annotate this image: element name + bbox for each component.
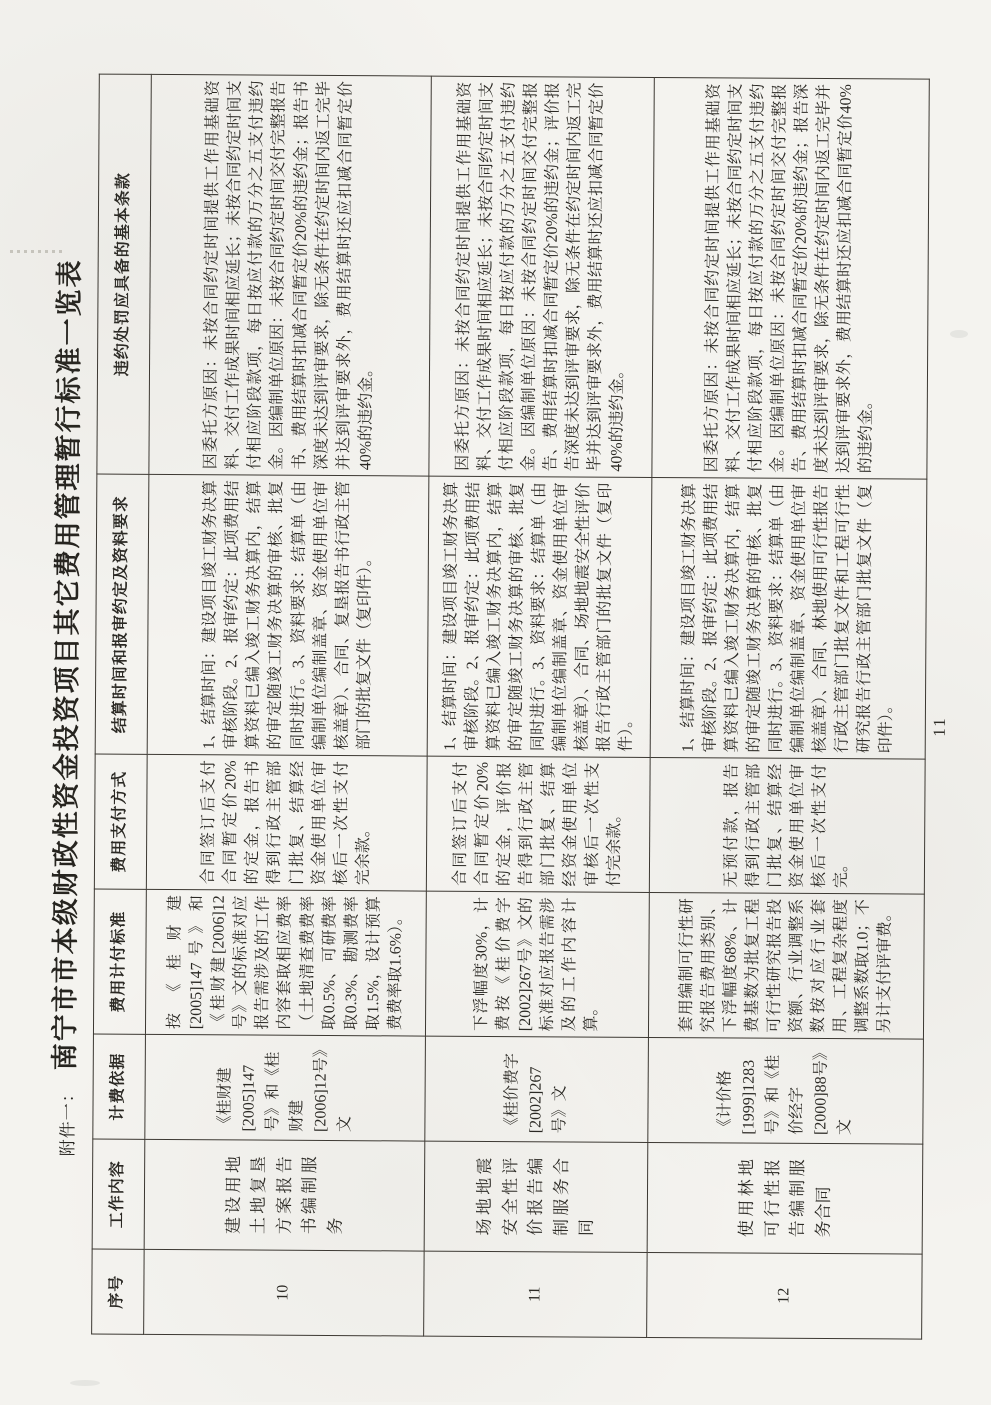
table-header-row [92, 74, 152, 1334]
header-payment-method: 费用支付方式 [94, 754, 147, 889]
cell-12-settlement: 1、结算时间：建设项目竣工财务决算审核阶段。2、报审约定：此项费用结算资料已编入竣工财务决算内，结算的审定随竣工财务决算的审核、批复同时进行。3、资料要求：结算单（由编制单位编制盖章、资金使用单位审核盖章）、合同、林地使用可行性报告行政主管部门批复文件和工程可行性研究报告行政主管部门批复文件（复印件）。 [650, 477, 927, 759]
table-row-11 [424, 76, 655, 1337]
fee-standards-table [91, 74, 930, 1340]
cell-11-basis-text: 《桂价费字[2002]267号》文 [503, 1053, 569, 1134]
cell-10-work [144, 1139, 425, 1251]
header-billing-basis: 计费依据 [93, 1034, 146, 1139]
cell-12-basis-text: 《计价格[1999]1283号》和《桂价经字[2000]88号》文 [716, 1052, 854, 1136]
cell-11-payment: 合同签订后支付合同暂定价20%的定金，评价报告得到行政主管部门批复、结算经资金使用单位审核后一次性支付完余款。 [426, 756, 650, 892]
page-title: 南宁市市本级财政性资金投资项目其它费用管理暂行标准一览表 [49, 258, 85, 1071]
cell-11-standard: 下浮幅度30%，计费按《桂价费字[2002]267号》文的标准对应报告需涉及的工作内容计算。 [425, 891, 649, 1037]
cell-11-work [424, 1141, 648, 1252]
header-penalty-clauses: 违约处罚应具备的基本条款 [97, 74, 151, 474]
cell-11-penalty: 因委托方原因：未按合同约定时间提供工作用基础资料、交付工作成果时间相应延长；未按合同约定时间支付相应阶段款项，每日按应付款的万分之五支付违约金。因编制单位原因：未按合同约定时间交付完整报告、费用结算时扣减合同暂定价20%的违约金；评价报告深度未达到评审要求，除无条件在约定时间内返工完毕并达到评审要求外，费用结算时还应扣减合同暂定价40%的违约金。 [429, 76, 654, 477]
header-work-content: 工作内容 [92, 1139, 145, 1249]
cell-10-basis [145, 1034, 426, 1141]
cell-12-standard: 套用编制可行性研究报告费用类别、下浮幅度68%、计费基数为批复工程可行性研究报告投资额、行业调整系数按对应行业套用、工程复杂程度调整系数取1.0；不另计支付评审费。 [648, 892, 924, 1039]
cell-12-serial: 12 [647, 1252, 923, 1339]
title-row [34, 74, 88, 1334]
page-number: 11 [929, 716, 949, 737]
cell-10-standard: 按《桂财建[2005]147号》和《桂财建[2006]12号》文的标准对应报告需涉及的工作内容套取相应费率（土地清查费费率取0.5%、可研费率取0.3%、勘测费率取1.5%，设计预算费费率取1.6%）。 [145, 889, 426, 1036]
cell-11-settlement: 1、结算时间：建设项目竣工财务决算审核阶段。2、报审约定：此项费用结算资料已编入竣工财务决算内，结算的审定随竣工财务决算的审核、批复同时进行。3、资料要求：结算单（由编制单位编制盖章、资金使用单位审核盖章）、合同、场地地震安全性评价报告行政主管部门的批复文件（复印件）。 [427, 476, 652, 757]
cell-12-basis [648, 1037, 924, 1144]
cell-10-payment: 合同签订后支付合同暂定价20%的定金，报告书得到行政主管部门批复、结算经资金使用单位审核后一次性支付完余款。 [146, 754, 427, 891]
cell-12-work-text: 使用林地可行性报告编制服务合同 [736, 1158, 833, 1238]
cell-10-settlement: 1、结算时间：建设项目竣工财务决算审核阶段。2、报审约定：此项费用结算资料已编入竣工财务决算内，结算的审定随竣工财务决算的审核、批复同时进行。3、资料要求：结算单（由编制单位编制盖章、资金使用单位审核盖章）、合同、复垦报告书行政主管部门的批复文件（复印件）。 [147, 474, 429, 756]
cell-10-penalty: 因委托方原因：未按合同约定时间提供工作用基础资料、交付工作成果时间相应延长；未按合同约定时间支付相应阶段款项，每日按应付款的万分之五支付违约金。因编制单位原因：未按合同约定时间交付完整报告书、费用结算时扣减合同暂定价20%的违约金；报告书深度未达到评审要求，除无条件在约定时间内返工完毕并达到评审要求外，费用结算时还应扣减合同暂定价40%的违约金。 [149, 74, 431, 476]
header-settlement-requirements: 结算时间和报审约定及资料要求 [95, 474, 149, 754]
cell-10-serial: 10 [144, 1249, 425, 1336]
header-serial-number: 序号 [92, 1249, 145, 1334]
cell-10-basis-text: 《桂财建[2005]147号》和《桂财建[2006]12号》文 [215, 1049, 353, 1133]
table-row-12 [647, 77, 930, 1339]
cell-11-basis [425, 1036, 649, 1142]
cell-12-work [647, 1142, 923, 1254]
cell-11-work-text: 场地地震安全性评价报告编制服务合同 [474, 1157, 597, 1237]
cell-12-payment: 无预付款，报告得到行政主管部门批复、结算经资金使用单位审核后一次性支付完。 [649, 757, 925, 894]
cell-12-penalty: 因委托方原因：未按合同约定时间提供工作用基础资料、交付工作成果时间相应延长；未按合同约定时间支付相应阶段款项，每日按应付款的万分之五支付违约金。因编制单位原因：未按合同约定时间交付完整报告、费用结算时扣减合同暂定价20%的违约金；报告深度未达到评审要求，除无条件在约定时间内返工完毕并达到评审要求外，费用结算时还应扣减合同暂定价40%的违约金。 [652, 77, 929, 479]
attachment-label: 附件一： [58, 1084, 78, 1157]
cell-11-serial: 11 [424, 1251, 648, 1337]
table-row-10 [144, 74, 432, 1336]
header-fee-standard: 费用计付标准 [93, 889, 146, 1034]
cell-10-work-text: 建设用地土地复垦方案报告书编制服务 [223, 1155, 345, 1235]
